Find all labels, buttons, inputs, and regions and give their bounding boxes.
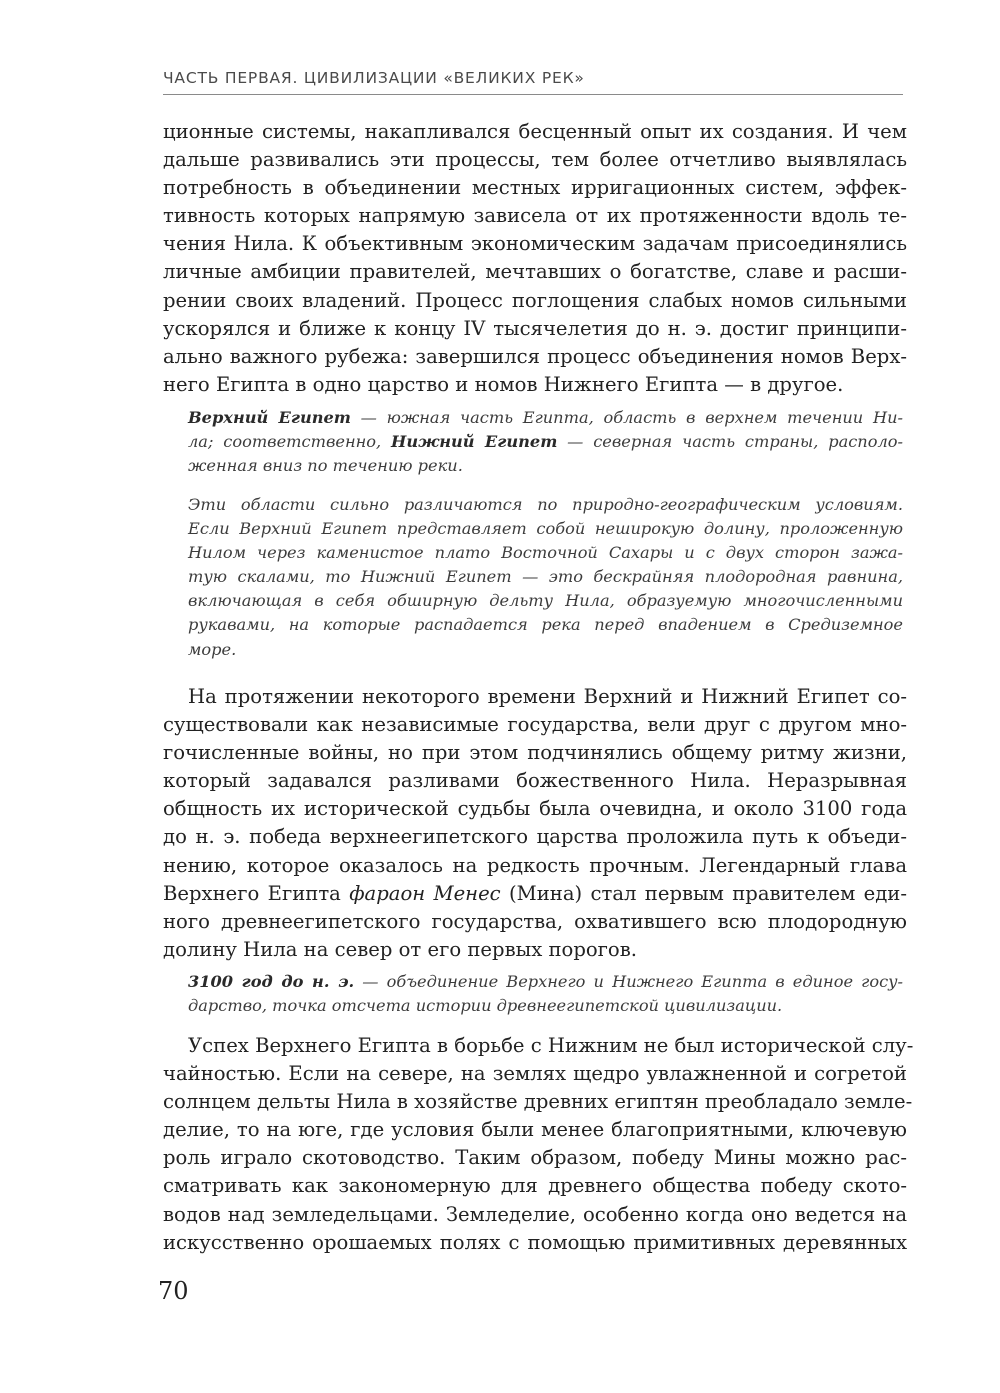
text-line: ционные системы, накапливался бесценный опыт их создания. И чем [163,120,907,143]
note-text: — южная часть Египта, область в верхнем течении Ни- [350,408,903,427]
note-line: Если Верхний Египет представляет собой неширокую долину, проложенную [188,519,903,539]
text-line: гочисленные войны, но при этом подчинялись общему ритму жизни, [163,741,907,765]
note-line: женная вниз по течению реки. [188,456,463,476]
note-text: — северная часть страны, располо- [557,432,903,452]
text-line: тивность которых напрямую зависела от их протяженности вдоль те- [163,204,907,228]
text-run: Верхнего Египта [163,881,350,905]
text-line: Успех Верхнего Египта в борьбе с Нижним не был исторической слу- [188,1034,914,1057]
note-text: — объединение Верхнего и Нижнего Египта в единое госу- [354,972,903,991]
italic-term-pharaoh-menes: фараон Менес [349,881,501,905]
note-line [188,970,903,994]
text-line: ально важного рубежа: завершился процесс объединения номов Верх- [163,344,907,368]
text-run: (Мина) стал первым правителем еди- [500,881,907,905]
text-line: чайностью. Если на севере, на землях щедро увлажненной и согретой [163,1062,907,1086]
body-paragraph-1 [163,118,907,399]
text-line: долину Нила на север от его первых порогов. [163,937,637,961]
note-line [188,406,903,430]
text-line: личные амбиции правителей, мечтавших о богатстве, славе и расши- [163,260,907,284]
text-line: ного древнеегипетского государства, охватившего всю плодородную [163,909,907,933]
note-line: Нилом через каменистое плато Восточной Сахары и с двух сторон зажа- [188,543,903,563]
text-line: который задавался разливами божественного Нила. Неразрывная [163,769,907,793]
page-number: 70 [158,1277,189,1305]
note-line: море. [188,639,237,659]
running-head: ЧАСТЬ ПЕРВАЯ. ЦИВИЛИЗАЦИИ «ВЕЛИКИХ РЕК» [163,70,903,95]
text-line: рении своих владений. Процесс поглощения слабых номов сильными [163,288,907,312]
text-line: потребность в объединении местных ирригационных систем, эффек- [163,176,907,200]
term-upper-egypt: Верхний Египет [188,408,351,427]
body-paragraph-3 [163,1032,914,1257]
text-line: него Египта в одно царство и номов Нижнего Египта — в другое. [163,372,844,396]
text-line: искусственно орошаемых полях с помощью примитивных деревянных [163,1230,907,1254]
text-line: сматривать как закономерную для древнего общества победу ското- [163,1174,907,1198]
text-line: На протяжении некоторого времени Верхний и Нижний Египет со- [188,685,907,708]
note-line: Эти области сильно различаются по природно-географическим условиям. [188,495,903,514]
text-line: чения Нила. К объективным экономическим задачам присоединялись [163,232,907,256]
note-line: тую скалами, то Нижний Египет — это бескрайняя плодородная равнина, [188,567,903,587]
text-line: делие, то на юге, где условия были менее благоприятными, ключевую [163,1118,907,1142]
definition-note-egypt [188,406,903,478]
note-line: включающая в себя обширную дельту Нила, образуемую многочисленными [188,591,903,611]
text-line: ускорялся и ближе к концу IV тысячелетия до н. э. достиг принципи- [163,316,907,340]
date-note-3100-bc [188,970,903,1018]
text-line: нению, которое оказалось на редкость прочным. Легендарный глава [163,853,907,877]
note-line [188,430,903,454]
body-paragraph-2 [163,683,907,964]
term-date: 3100 год до н. э. [188,972,355,991]
text-line: существовали как независимые государства, вели друг с другом мно- [163,713,907,737]
text-line: водов над земледельцами. Земледелие, особенно когда оно ведется на [163,1202,907,1226]
text-line: солнцем дельты Нила в хозяйстве древних египтян преобладало земле- [163,1090,913,1114]
geography-note [188,493,903,662]
note-line: рукавами, на которые распадается река перед впадением в Средиземное [188,615,903,635]
note-text: ла; соответственно, [188,432,392,452]
text-line: до н. э. победа верхнеегипетского царства проложила путь к объеди- [163,825,907,849]
text-line: общность их исторической судьбы была очевидна, и около 3100 года [163,797,907,821]
text-line [163,880,907,908]
note-line: дарство, точка отсчета истории древнеегипетской цивилизации. [188,996,783,1016]
text-line: дальше развивались эти процессы, тем более отчетливо выявлялась [163,148,907,172]
term-lower-egypt: Нижний Египет [391,432,558,452]
text-line: роль играло скотоводство. Таким образом, победу Мины можно рас- [163,1146,907,1170]
